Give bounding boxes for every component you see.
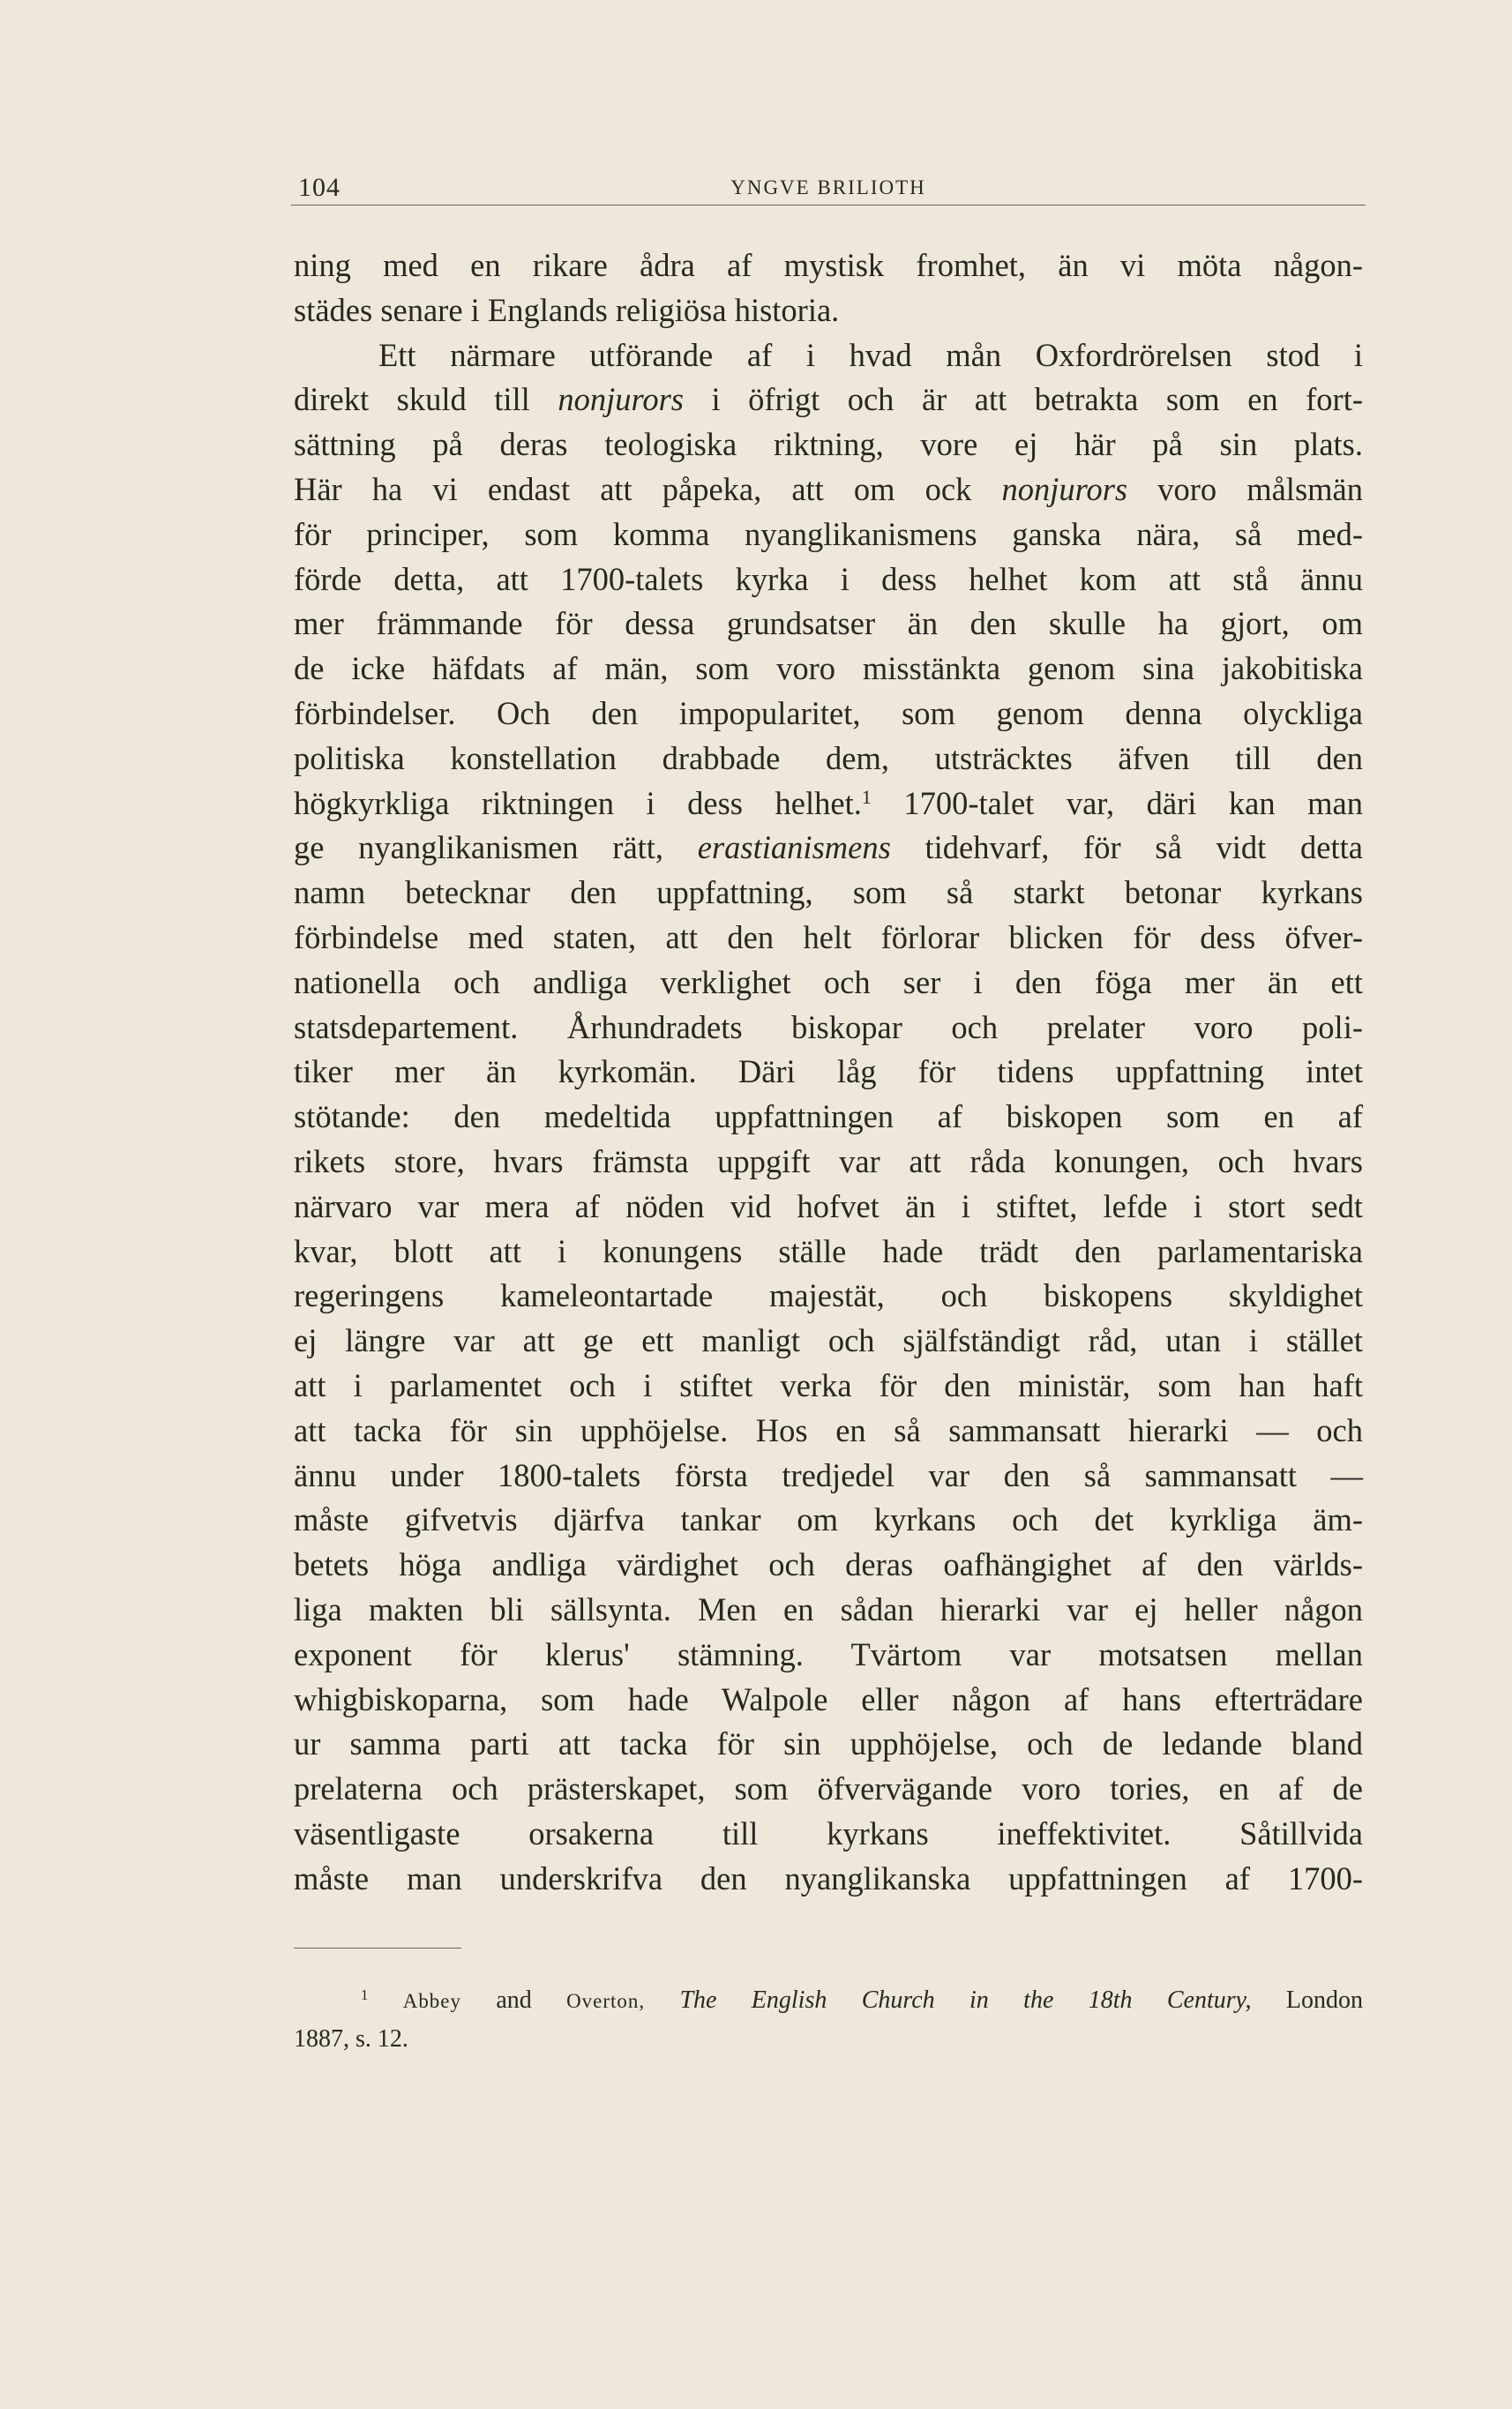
text-line-content: förde detta, att 1700-talets kyrka i dess helhet kom att stå ännu [294,560,1363,597]
text-line [294,1185,1363,1230]
text-line [294,468,1363,512]
text-line [294,602,1363,647]
text-line [294,1722,1363,1767]
text-line-content: ge nyanglikanismen rätt, [294,829,698,866]
text-line [294,1319,1363,1364]
text-line-content: i öfrigt och är att betrakta som en fort- [683,381,1364,418]
text-line-content: ur samma parti att tacka för sin upphöjelse, och de ledande bland [294,1725,1363,1762]
text-line-content: tiker mer än kyrkomän. Däri låg för tidens uppfattning intet [294,1053,1363,1090]
body-text [294,243,1363,1901]
text-line-content: måste man underskrifva den nyanglikanska uppfattningen af 1700- [294,1859,1363,1897]
text-line-content: ning med en rikare ådra af mystisk fromhet, än vi möta någon- [294,247,1363,283]
italic-term: erastianismens [697,829,891,866]
text-line-content: 1700-talet var, däri kan man [871,784,1363,821]
footnote-line [294,2020,1363,2059]
text-line [294,1274,1363,1319]
text-line [294,1767,1363,1812]
text-line-content: politiska konstellation drabbade dem, utsträcktes äfven till den [294,739,1363,776]
text-line-content: de icke häfdats af män, som voro misstänkta genom sina jakobitiska [294,650,1363,687]
text-line-content: kvar, blott att i konungens ställe hade trädt den parlamentariska [294,1232,1363,1269]
text-line [294,1095,1363,1140]
text-line-content: förbindelse med staten, att den helt förlorar blicken för dess öfver- [294,918,1363,955]
footnote-place: London [1285,1986,1364,2014]
footnote-line [294,1981,1363,2020]
running-head: YNGVE BRILIOTH [730,176,926,198]
text-line [294,423,1363,468]
text-line [294,1140,1363,1185]
text-line-content: måste gifvetvis djärfva tankar om kyrkans och det kyrkliga äm- [294,1501,1363,1538]
text-line-content: nationella och andliga verklighet och ser i den föga mer än ett [294,963,1363,1000]
text-line [294,333,1363,378]
text-line [294,243,1363,288]
text-line-content: prelaterna och prästerskapet, som öfvervägande voro tories, en af de [294,1770,1363,1807]
text-line-content: närvaro var mera af nöden vid hofvet än i stiftet, lefde i stort sedt [294,1187,1363,1224]
text-line [294,378,1363,423]
text-line-content: whigbiskoparna, som hade Walpole eller någon af hans efterträdare [294,1680,1363,1717]
text-line-content: att tacka för sin upphöjelse. Hos en så sammansatt hierarki — och [294,1411,1363,1448]
page-number: 104 [298,173,341,202]
text-line [294,1454,1363,1499]
text-line-content: ännu under 1800-talets första tredjedel var den så sammansatt — [294,1456,1363,1493]
text-line-content: Här ha vi endast att påpeka, att om ock [294,470,1002,507]
text-line-content: tidehvarf, för så vidt detta [890,829,1363,866]
text-line-content: liga makten bli sällsynta. Men en sådan hierarki var ej heller någon [294,1590,1363,1627]
text-line [294,1498,1363,1543]
footnote-author-2: Overton, [566,1990,646,2012]
text-line [294,961,1363,1006]
footnote-marker: 1 [361,1986,369,2003]
text-line-content: att i parlamentet och i stiftet verka för den ministär, som han haft [294,1366,1363,1403]
text-line [294,1857,1363,1902]
text-line-content: städes senare i Englands religiösa historia. [294,291,840,328]
italic-term: nonjurors [1001,470,1128,507]
text-line-content: exponent för klerus' stämning. Tvärtom var motsatsen mellan [294,1635,1363,1672]
footnote-title: The English Church in the 18th Century, [679,1986,1252,2014]
text-line-content: mer främmande för dessa grundsatser än den skulle ha gjort, om [294,605,1363,642]
text-line [294,1588,1363,1633]
text-line-content: statsdepartement. Århundradets biskopar och prelater voro poli- [294,1008,1363,1045]
footnote-reference: 1 [861,785,872,808]
page-header [291,169,1366,206]
text-line-content: betets höga andliga värdighet och deras oafhängighet af den världs- [294,1546,1363,1583]
footnote-and: and [496,1986,532,2014]
text-line-content: direkt skuld till [294,381,558,418]
text-line [294,871,1363,916]
text-line [294,512,1363,557]
text-line [294,826,1363,871]
text-line-content: rikets store, hvars främsta uppgift var att råda konungen, och hvars [294,1142,1363,1179]
text-line [294,782,1363,827]
text-line-content: väsentligaste orsakerna till kyrkans ineffektivitet. Såtillvida [294,1814,1363,1852]
text-line [294,1678,1363,1723]
text-line-content: voro målsmän [1127,470,1363,507]
text-line [294,1050,1363,1095]
text-line [294,288,1363,333]
text-line [294,1230,1363,1275]
text-line-content: för principer, som komma nyanglikanismens ganska nära, så med- [294,515,1363,552]
text-line [294,1812,1363,1857]
text-line [294,1006,1363,1051]
text-line [294,692,1363,737]
text-line [294,737,1363,782]
text-line-content: högkyrkliga riktningen i dess helhet. [294,784,862,821]
text-line-content: förbindelser. Och den impopularitet, som genom denna olyckliga [294,694,1363,731]
italic-term: nonjurors [558,381,684,418]
text-line [294,1364,1363,1409]
text-line-content: ej längre var att ge ett manligt och själfständigt råd, utan i stället [294,1322,1363,1359]
footnote-year-page: 1887, s. 12. [294,2025,408,2053]
text-line [294,1409,1363,1454]
text-line [294,1543,1363,1588]
text-line-content: stötande: den medeltida uppfattningen af biskopen som en af [294,1098,1363,1135]
text-line [294,1633,1363,1678]
footnotes [294,1981,1363,2059]
text-line-content: sättning på deras teologiska riktning, vore ej här på sin plats. [294,426,1363,463]
text-line-content: regeringens kameleontartade majestät, och biskopens skyldighet [294,1277,1363,1314]
text-line [294,916,1363,961]
text-line [294,647,1363,692]
text-line-content: namn betecknar den uppfattning, som så starkt betonar kyrkans [294,874,1363,911]
text-line [294,557,1363,602]
footnote-rule [294,1948,461,1949]
text-line-content: Ett närmare utförande af i hvad mån Oxfordrörelsen stod i [378,336,1363,373]
footnote-author-1: Abbey [402,1990,461,2012]
